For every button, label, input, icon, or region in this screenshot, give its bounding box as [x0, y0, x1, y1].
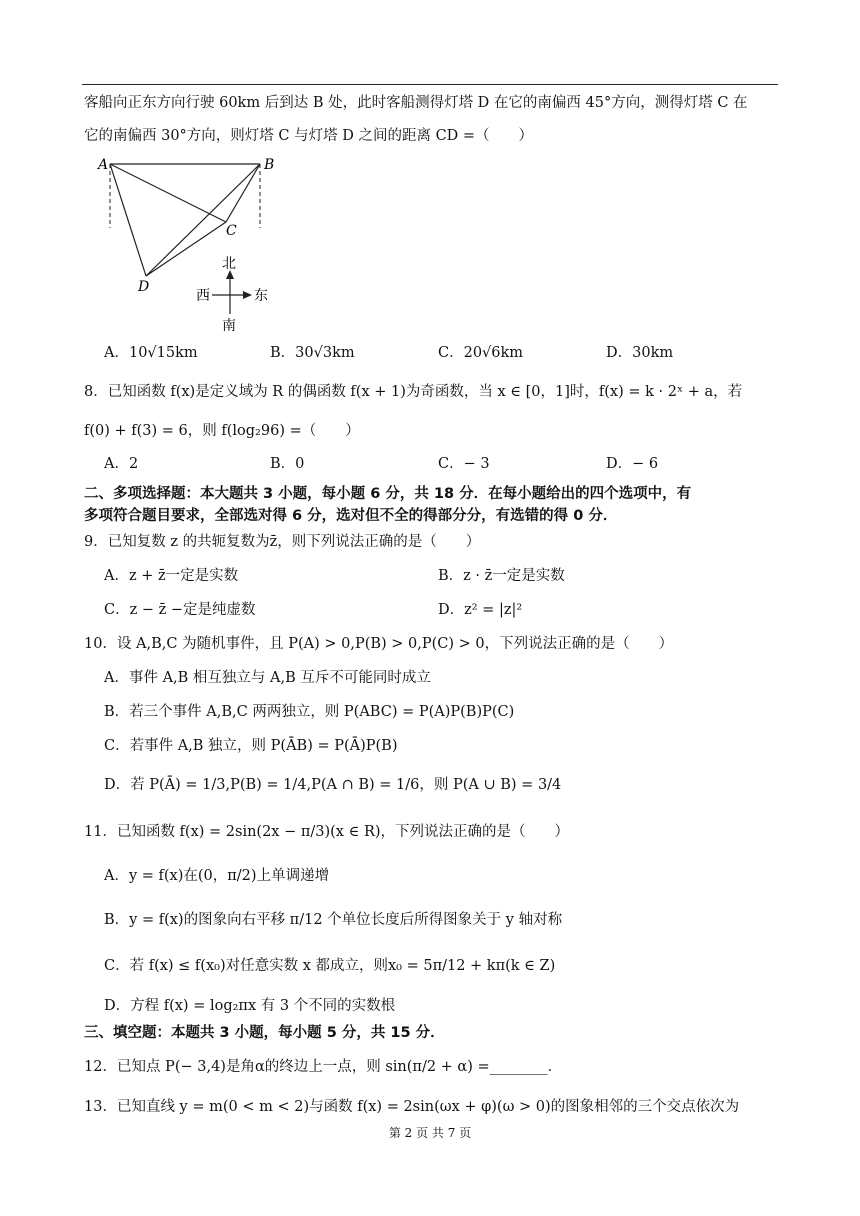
compass-west-label: 西 [196, 288, 210, 304]
q10-option-c[interactable]: C．若事件 A,B 独立，则 P(ĀB) = P(Ā)P(B) [104, 738, 398, 754]
q10-option-a[interactable]: A．事件 A,B 相互独立与 A,B 互斥不可能同时成立 [104, 670, 431, 686]
q7-text-line2: 它的南偏西 30°方向，则灯塔 C 与灯塔 D 之间的距离 CD =（ ） [84, 128, 534, 144]
segment-ad [110, 164, 146, 276]
point-a-label: A [98, 157, 109, 173]
q11-option-b[interactable]: B．y = f(x)的图象向右平移 π/12 个单位长度后所得图象关于 y 轴对称 [104, 912, 563, 928]
section3-heading: 三、填空题：本题共 3 小题，每小题 5 分，共 15 分． [84, 1025, 445, 1041]
q9-stem: 9．已知复数 z 的共轭复数为z̄，则下列说法正确的是（ ） [84, 534, 481, 550]
top-rule [82, 84, 778, 85]
segment-cd [146, 222, 226, 276]
q9-option-c[interactable]: C．z − z̄ −定是纯虚数 [104, 602, 256, 618]
q7-text-line1: 客船向正东方向行驶 60km 后到达 B 处，此时客船测得灯塔 D 在它的南偏西 45°方向，测得灯塔 C 在 [84, 95, 748, 111]
q7-option-a[interactable]: A．10√15km [104, 345, 198, 361]
section2-heading-line2: 多项符合题目要求，全部选对得 6 分，选对但不全的得部分分，有选错的得 0 分． [84, 508, 618, 524]
compass-east-arrow [243, 291, 252, 299]
q11-option-a[interactable]: A．y = f(x)在(0，π/2)上单调递增 [104, 868, 330, 884]
compass-east-label: 东 [254, 288, 268, 304]
q10-stem: 10．设 A,B,C 为随机事件，且 P(A) > 0,P(B) > 0,P(C) > 0，下列说法正确的是（ ） [84, 636, 674, 652]
segment-ac [110, 164, 226, 222]
q11-option-c[interactable]: C．若 f(x) ≤ f(x₀)对任意实数 x 都成立，则x₀ = 5π/12 + kπ(k ∈ Z) [104, 958, 556, 974]
q10-option-b[interactable]: B．若三个事件 A,B,C 两两独立，则 P(ABC) = P(A)P(B)P(C) [104, 704, 515, 720]
q9-option-a[interactable]: A．z + z̄一定是实数 [104, 568, 239, 584]
page-footer: 第 2 页 共 7 页 [388, 1126, 472, 1140]
q13-text: 13．已知直线 y = m(0 < m < 2)与函数 f(x) = 2sin(ωx + φ)(ω > 0)的图象相邻的三个交点依次为 [84, 1099, 740, 1115]
segment-bd [146, 164, 260, 276]
q8-option-c[interactable]: C．− 3 [438, 456, 490, 472]
point-d-label: D [138, 279, 150, 295]
compass-south-label: 南 [222, 318, 236, 334]
q8-option-a[interactable]: A．2 [104, 456, 139, 472]
q7-option-d[interactable]: D．30km [606, 345, 674, 361]
q11-option-d[interactable]: D．方程 f(x) = log₂πx 有 3 个不同的实数根 [104, 998, 396, 1014]
q12-text: 12．已知点 P(− 3,4)是角α的终边上一点，则 sin(π/2 + α) =________． [84, 1059, 563, 1075]
q10-option-d[interactable]: D．若 P(Ā) = 1/3,P(B) = 1/4,P(A ∩ B) = 1/6，则 P(A ∪ B) = 3/4 [104, 777, 562, 793]
q8-option-b[interactable]: B．0 [270, 456, 305, 472]
q9-option-d[interactable]: D．z² = |z|² [438, 602, 523, 618]
point-c-label: C [226, 223, 237, 239]
q8-text-line2: f(0) + f(3) = 6，则 f(log₂96) =（ ） [84, 423, 360, 439]
compass-north-label: 北 [222, 256, 236, 272]
q11-stem: 11．已知函数 f(x) = 2sin(2x − π/3)(x ∈ R)，下列说法正确的是（ ） [84, 824, 570, 840]
q7-option-b[interactable]: B．30√3km [270, 345, 355, 361]
q7-option-c[interactable]: C．20√6km [438, 345, 524, 361]
q8-option-d[interactable]: D．− 6 [606, 456, 659, 472]
section2-heading-line1: 二、多项选择题：本大题共 3 小题，每小题 6 分，共 18 分．在每小题给出的四个选项中，有 [84, 486, 692, 502]
point-b-label: B [264, 157, 275, 173]
q9-option-b[interactable]: B．z · z̄一定是实数 [438, 568, 565, 584]
q8-text-line1: 8．已知函数 f(x)是定义域为 R 的偶函数 f(x + 1)为奇函数，当 x ∈ [0，1]时，f(x) = k · 2ˣ + a，若 [84, 384, 743, 400]
lighthouse-figure [96, 150, 286, 340]
